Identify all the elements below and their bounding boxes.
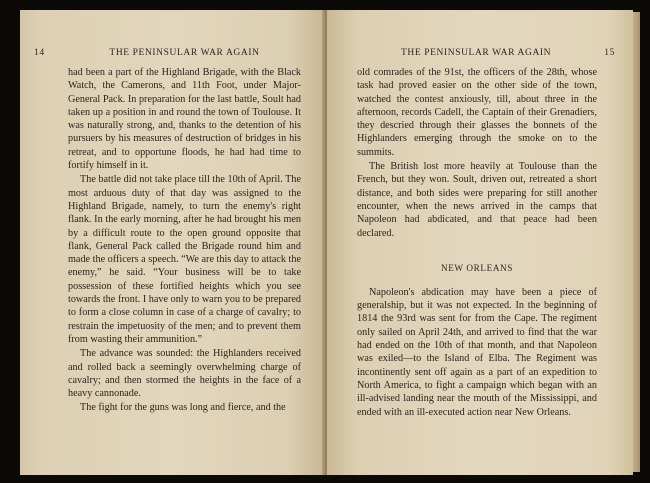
paragraph: The advance was sounded: the Highlanders received and rolled back a seemingly overwhelming charge of cavalry; and then stormed the heights in the face of a heavy cannonade. [68, 348, 301, 400]
left-page-number: 14 [34, 48, 45, 58]
paragraph: old comrades of the 91st, the officers of the 28th, whose task had proved easier on the other side of the town, watched the contest anxiously, till, about three in the afternoon, records Cadell, the Captain of their Grenadiers, they descried through their glasses the bonnets of the Highlanders emerging through the smoke on to the summits. [357, 67, 597, 158]
left-page [20, 10, 325, 475]
page-edge [633, 12, 640, 472]
right-page [327, 10, 633, 475]
right-running-head [357, 46, 615, 60]
right-page-number: 15 [604, 48, 615, 58]
paragraph: The British lost more heavily at Toulouse than the French, but they won. Soult, driven out, retreated a short distance, and both sides were preparing for still another encounter, when the news arrived in the camps that Napoleon had abdicated, and that peace had been declared. [357, 161, 597, 239]
right-running-title: THE PENINSULAR WAR AGAIN [401, 48, 552, 58]
right-page-body [357, 66, 597, 419]
section-heading: NEW ORLEANS [440, 262, 514, 273]
left-running-title: THE PENINSULAR WAR AGAIN [109, 48, 260, 58]
paragraph: had been a part of the Highland Brigade, with the Black Watch, the Camerons, and 11th Foot, under Major-General Pack. In preparation for the last battle, Soult had taken up a position in and round the town of Toulouse. It was naturally strong, and, thanks to the detention of his pursuers by his measures of destruction of bridges in his retreat, and to opportune floods, he had had time to fortify himself in it. [68, 67, 301, 172]
paragraph: The battle did not take place till the 10th of April. The most arduous duty of that day was assigned to the Highland Brigade, namely, to turn the enemy's right flank. In the early morning, after he had brought his men by a difficult route to the open ground opposite that flank, General Pack called the Brigade round him and made the officers a speech. “We are this day to attack the enemy,” he said. “Your business will be to take possession of these fortified heights which you see towards the front. I have only to warn you to be prepared to form a close column in case of a charge of cavalry; to restrain the impetuosity of the men; and to prevent them from wasting their ammunition.” [68, 174, 301, 345]
paragraph: Napoleon's abdication may have been a piece of generalship, but it was not expected. In the beginning of 1814 the 93rd was sent for from the Cape. The regiment only sailed on April 24th, and arrived to find that the war had ended on the 10th of that month, and that Napoleon was exiled—to the Island of Elba. The Regiment was incontinently sent off again as a part of an expedition to North America, to fight a campaign which began with an ill-advised landing near the mouth of the Mississippi, and ended with an ill-executed action near New Orleans. [357, 286, 597, 418]
left-running-head [34, 46, 301, 60]
left-page-body [68, 66, 301, 415]
paragraph: The fight for the guns was long and fierce, and the [80, 402, 286, 414]
